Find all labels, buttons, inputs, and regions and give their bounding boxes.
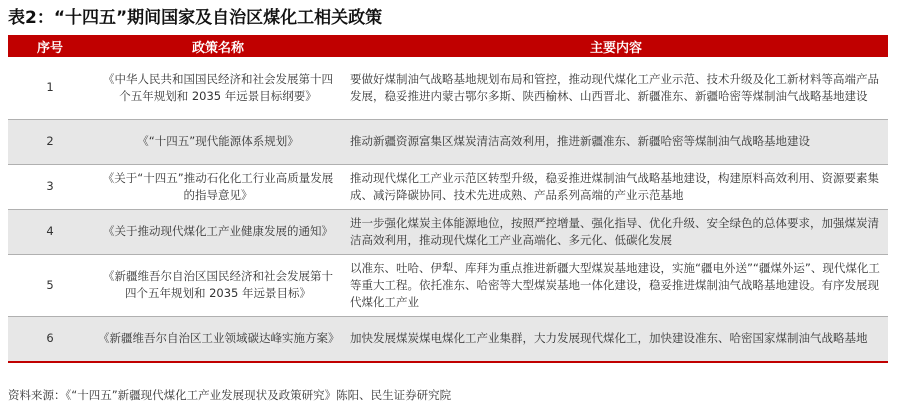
row-content: 要做好煤制油气战略基地规划布局和管控，推动现代煤化工产业示范、技术升级及化工新材料等高端产品发展，稳妥推进内蒙古鄂尔多斯、陕西榆林、山西晋北、新疆准东、新疆哈密等煤制油气战略基地建设 bbox=[344, 57, 888, 119]
row-policy-name: 《关于“十四五”推动石化化工行业高质量发展的指导意见》 bbox=[92, 164, 344, 209]
header-no: 序号 bbox=[8, 35, 92, 57]
row-no: 1 bbox=[8, 57, 92, 119]
table-row bbox=[8, 164, 888, 209]
table-title: 表2：“十四五”期间国家及自治区煤化工相关政策 bbox=[8, 8, 383, 28]
policy-table bbox=[8, 35, 888, 363]
row-policy-name: 《中华人民共和国国民经济和社会发展第十四个五年规划和 2035 年远景目标纲要》 bbox=[92, 57, 344, 119]
row-no: 4 bbox=[8, 209, 92, 254]
table-row bbox=[8, 316, 888, 362]
row-no: 5 bbox=[8, 254, 92, 316]
row-policy-name: 《新疆维吾尔自治区工业领域碳达峰实施方案》 bbox=[92, 316, 344, 362]
row-policy-name: 《关于推动现代煤化工产业健康发展的通知》 bbox=[92, 209, 344, 254]
row-no: 6 bbox=[8, 316, 92, 362]
row-content: 加快发展煤炭煤电煤化工产业集群，大力发展现代煤化工，加快建设准东、哈密国家煤制油气战略基地 bbox=[344, 316, 888, 362]
row-content: 推动新疆资源富集区煤炭清洁高效利用，推进新疆准东、新疆哈密等煤制油气战略基地建设 bbox=[344, 119, 888, 164]
header-main-content: 主要内容 bbox=[344, 35, 888, 57]
table-row bbox=[8, 119, 888, 164]
header-policy-name: 政策名称 bbox=[92, 35, 344, 57]
table-header-row bbox=[8, 35, 888, 57]
row-content: 进一步强化煤炭主体能源地位，按照严控增量、强化指导、优化升级、安全绿色的总体要求，加强煤炭清洁高效利用，推动现代煤化工产业高端化、多元化、低碳化发展 bbox=[344, 209, 888, 254]
row-policy-name: 《“十四五”现代能源体系规划》 bbox=[92, 119, 344, 164]
row-content: 以准东、吐哈、伊犁、库拜为重点推进新疆大型煤炭基地建设，实施“疆电外送”“疆煤外运”、现代煤化工等重大工程。依托准东、哈密等大型煤炭基地一体化建设，稳妥推进煤制油气战略基地建设。有序发展现代煤化工产业 bbox=[344, 254, 888, 316]
row-no: 2 bbox=[8, 119, 92, 164]
row-content: 推动现代煤化工产业示范区转型升级，稳妥推进煤制油气战略基地建设，构建原料高效利用、资源要素集成、减污降碳协同、技术先进成熟、产品系列高端的产业示范基地 bbox=[344, 164, 888, 209]
row-no: 3 bbox=[8, 164, 92, 209]
table-row bbox=[8, 254, 888, 316]
table-row bbox=[8, 209, 888, 254]
row-policy-name: 《新疆维吾尔自治区国民经济和社会发展第十四个五年规划和 2035 年远景目标》 bbox=[92, 254, 344, 316]
table-row bbox=[8, 57, 888, 119]
source-note: 资料来源：《“十四五”新疆现代煤化工产业发展现状及政策研究》陈阳、民生证券研究院 bbox=[8, 388, 452, 402]
